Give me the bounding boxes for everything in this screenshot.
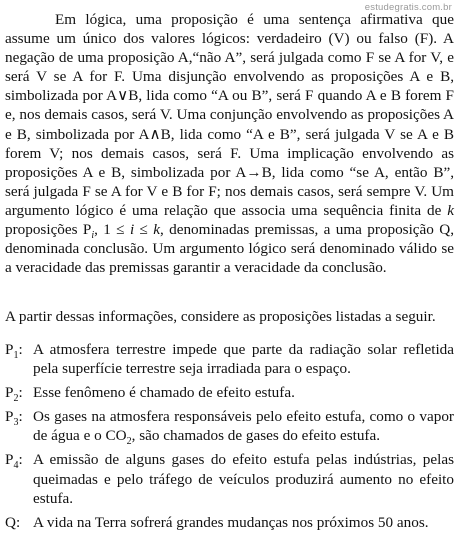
proposition-label: $P_2$: [5, 384, 23, 405]
lead-sentence: A partir dessas informações, considere as proposições listadas a seguir. [5, 308, 436, 325]
conclusion-label: Q: [5, 513, 21, 531]
proposition-item [5, 340, 454, 378]
intro-paragraph [5, 10, 454, 277]
conclusion-text: A vida na Terra sofrerá grandes mudanças nos próximos 50 anos. [33, 513, 429, 531]
var-i-sub: i [91, 230, 95, 242]
var-k: k [447, 201, 454, 219]
intro-text: proposições P [5, 221, 92, 239]
var-i: i [129, 221, 135, 239]
proposition-item [5, 407, 454, 448]
intro-text: ≤ [134, 221, 154, 239]
proposition-item [5, 450, 454, 507]
proposition-text: A atmosfera terrestre impede que parte da radiação solar refletida pela superfície terrestre seja irradiada para o espaço. [33, 341, 454, 378]
proposition-list [5, 340, 454, 537]
proposition-text: Os gases na atmosfera responsáveis pelo efeito estufa, como o vapor de água e o $CO_2$, são chamados de gases do efeito estufa. [33, 408, 454, 448]
proposition-item [5, 383, 454, 405]
var-k: k [153, 221, 160, 239]
intro-text: , 1 ≤ [94, 221, 130, 239]
site-watermark: estudegratis.com.br [364, 2, 452, 13]
conclusion-item [5, 513, 454, 532]
proposition-label: $P_1$: [5, 341, 23, 362]
intro-text: , denominadas premissas, a uma proposição Q, denominada conclusão. Um argumento lógico será denominado válido se a veracidade das premissas garantir a veracidade da conclusão. [5, 221, 455, 277]
proposition-label: $P_4$: [5, 451, 23, 472]
intro-text: Em lógica, uma proposição é uma sentença afirmativa que assume um único dos valores lógicos: verdadeiro (V) ou falso (F). A negação de uma proposição A,“não A”, será julgada como F se A for V, e será V se A for F. Uma disjunção envolvendo as proposições A e B, simbolizada por A∨B, lida como “A ou B”, será F quando A e B forem F e, nos demais casos, será V. Uma conjunção envolvendo as proposições A e B, simbolizada por A∧B, lida como “A e B”, será julgada V se A e B forem V; nos demais casos, será F. Uma implicação envolvendo as proposições A e B, simbolizada por A→B, lida como “se A, então B”, será julgada F se A for V e B for F; nos demais casos, será sempre V. Um argumento lógico é uma relação que associa uma sequência finita de [5, 11, 454, 219]
proposition-label: $P_3$: [5, 408, 23, 429]
proposition-text: A emissão de alguns gases do efeito estufa pelas indústrias, pelas queimadas e pelo tráfego de veículos produzirá aumento no efeito estufa. [33, 451, 454, 507]
proposition-text: Esse fenômeno é chamado de efeito estufa. [33, 384, 295, 402]
